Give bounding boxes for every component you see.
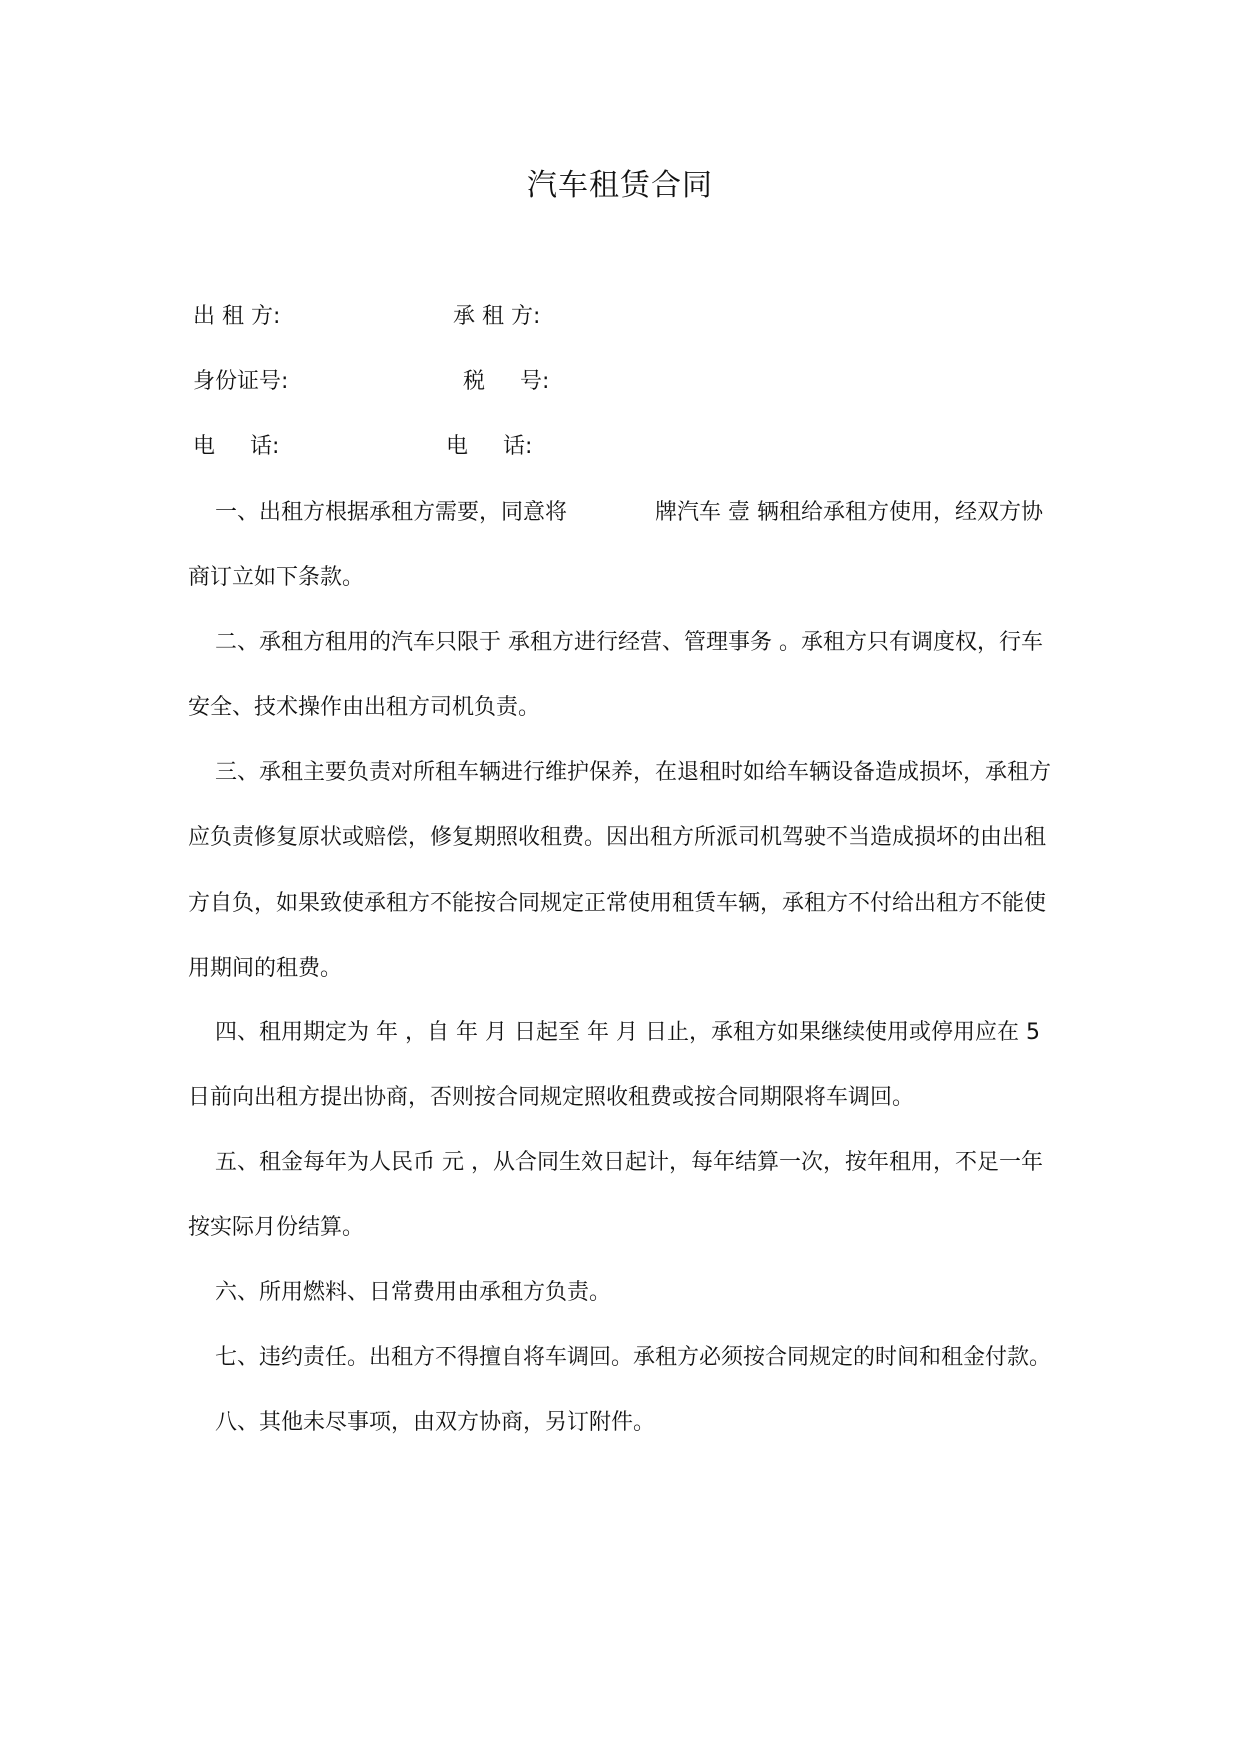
clause-7: 七、违约责任。出租方不得擅自将车调回。承租方必须按合同规定的时间和租金付款。 <box>215 1345 1052 1370</box>
clause-4: 四、租用期定为 年 ，自 年 月 日起至 年 月 日止，承租方如果继续使用或停用应在 5 日前向出租方提出协商，否则按合同规定照收租费或按合同期限将车调回。 <box>188 1020 1040 1111</box>
lessee-phone-label: 电 话: <box>446 434 533 459</box>
document-title: 汽车租赁合同 <box>527 168 713 203</box>
clause-3: 三、承租主要负责对所租车辆进行维护保养，在退租时如给车辆设备造成损坏，承租方应负责修复原状或赔偿，修复期照收租费。因出租方所派司机驾驶不当造成损坏的由出租方自负，如果致使承租方不能按合同规定正常使用租赁车辆，承租方不付给出租方不能使用期间的租费。 <box>188 760 1052 981</box>
tax-number-label: 税 号: <box>463 369 550 394</box>
clause-1 <box>188 480 1058 611</box>
clause-1-text-b: 牌汽车 壹 辆租给承租方使用，经双方协商订立如下条款。 <box>188 500 1044 591</box>
lessee-label: 承 租 方: <box>453 304 541 329</box>
clause-6: 六、所用燃料、日常费用由承租方负责。 <box>215 1280 612 1305</box>
clause-1-text-a: 一、出租方根据承租方需要，同意将 <box>215 500 568 525</box>
clause-8: 八、其他未尽事项，由双方协商，另订附件。 <box>215 1410 656 1435</box>
clause-5: 五、租金每年为人民币 元 ，从合同生效日起计，每年结算一次，按年租用，不足一年按实际月份结算。 <box>188 1150 1043 1241</box>
lessor-phone-label: 电 话: <box>193 434 280 459</box>
lessor-label: 出 租 方: <box>193 304 281 329</box>
id-number-label: 身份证号: <box>193 369 289 394</box>
clause-2: 二、承租方租用的汽车只限于 承租方进行经营、管理事务 。承租方只有调度权，行车安全、技术操作由出租方司机负责。 <box>188 630 1043 721</box>
